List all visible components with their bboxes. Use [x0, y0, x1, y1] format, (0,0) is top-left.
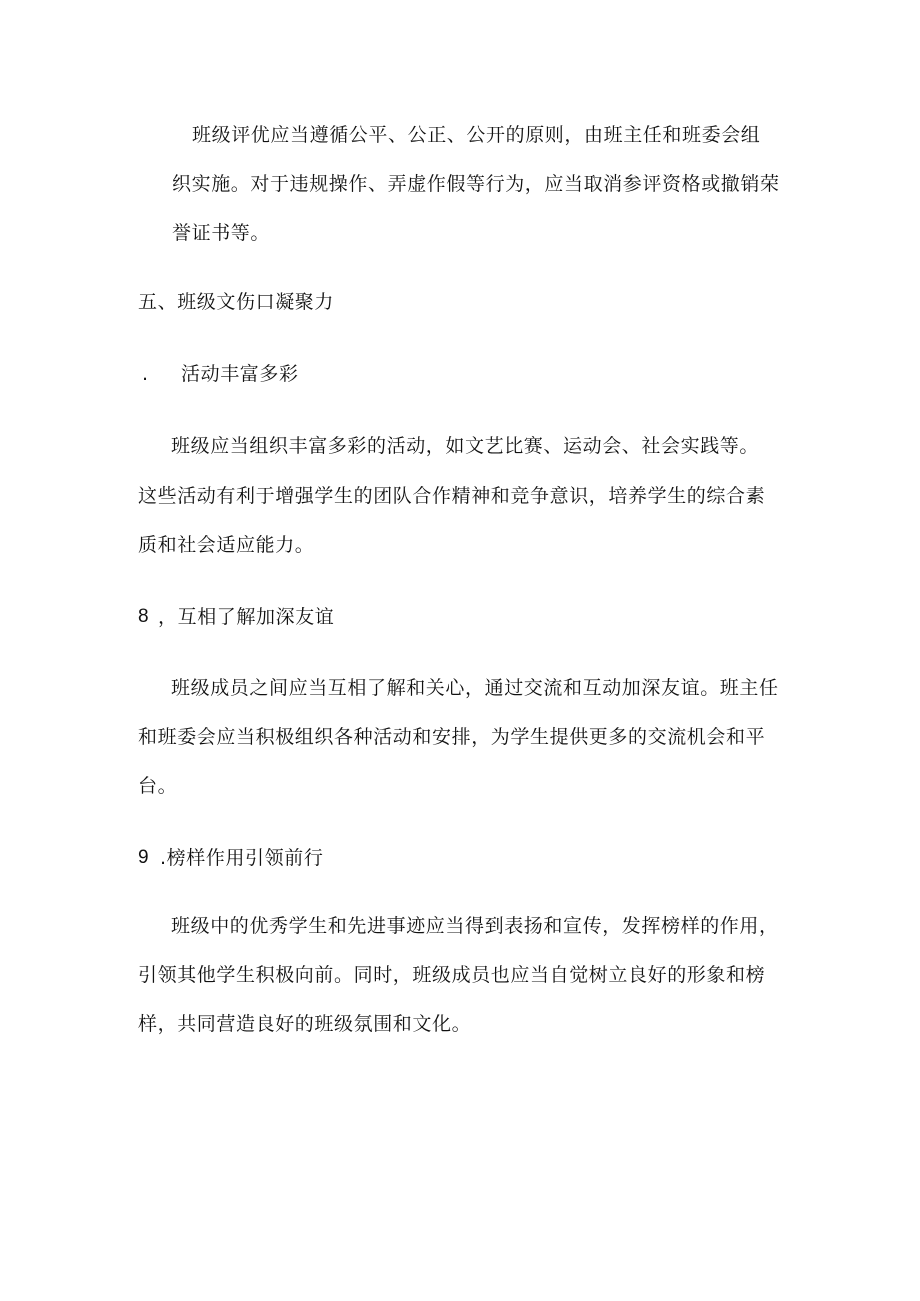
item7-marker: . — [142, 363, 149, 385]
paragraph4-line2: 引领其他学生积极向前。同时，班级成员也应当自觉树立良好的形象和榜 — [138, 964, 766, 986]
item9-number: 9 — [138, 847, 150, 868]
item7-title: 活动丰富多彩 — [181, 363, 299, 385]
paragraph1-line1: 班级评优应当遵循公平、公正、公开的原则，由班主任和班委会组 — [192, 124, 761, 146]
item8-title: ，互相了解加深友谊 — [158, 606, 335, 628]
paragraph2-line3: 质和社会适应能力。 — [138, 534, 315, 556]
item9-title: .榜样作用引领前行 — [160, 847, 324, 869]
paragraph4-line1: 班级中的优秀学生和先进事迹应当得到表扬和宣传，发挥榜样的作用， — [171, 915, 779, 937]
paragraph3-line1: 班级成员之间应当互相了解和关心，通过交流和互动加深友谊。班主任 — [171, 677, 779, 699]
item8-number: 8 — [138, 606, 150, 627]
section5-heading: 五、班级文伤口凝聚力 — [138, 291, 335, 313]
paragraph4-line3: 样，共同营造良好的班级氛围和文化。 — [138, 1013, 472, 1035]
paragraph2-line2: 这些活动有利于增强学生的团队合作精神和竞争意识，培养学生的综合素 — [138, 485, 766, 507]
paragraph3-line3: 台。 — [138, 775, 178, 797]
paragraph2-line1: 班级应当组织丰富多彩的活动，如文艺比赛、运动会、社会实践等。 — [171, 435, 760, 457]
paragraph1-line3: 誉证书等。 — [172, 222, 271, 244]
paragraph1-line2: 织实施。对于违规操作、弄虚作假等行为，应当取消参评资格或撤销荣 — [172, 173, 780, 195]
paragraph3-line2: 和班委会应当积极组织各种活动和安排，为学生提供更多的交流机会和平 — [138, 726, 766, 748]
